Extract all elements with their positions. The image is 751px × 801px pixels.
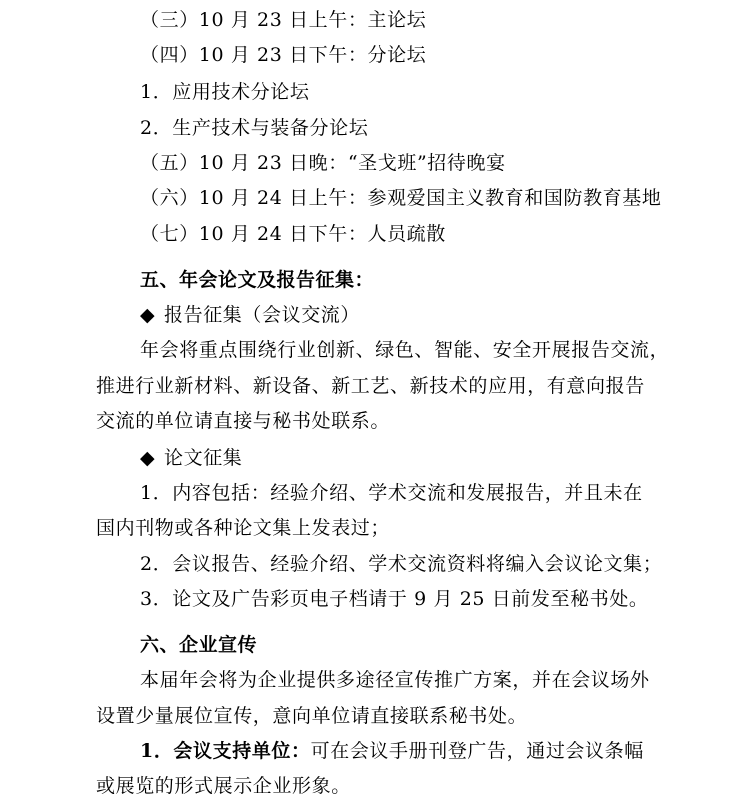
schedule-sub-1: 1．应用技术分论坛	[140, 81, 310, 103]
schedule-item-5: （五）10 月 23 日晚：“圣戈班”招待晚宴	[140, 152, 506, 174]
support-line-cont: 或展览的形式展示企业形象。	[96, 775, 351, 797]
schedule-item-4: （四）10 月 23 日下午：分论坛	[140, 44, 427, 66]
schedule-item-3: （三）10 月 23 日上午：主论坛	[140, 9, 427, 31]
paper-heading	[140, 446, 242, 470]
paper-item-1-cont: 国内刊物或各种论文集上发表过；	[96, 517, 391, 539]
support-line	[140, 739, 644, 763]
paper-item-1: 1．内容包括：经验介绍、学术交流和发展报告，并且未在	[140, 482, 643, 504]
report-heading	[140, 303, 360, 327]
schedule-item-7: （七）10 月 24 日下午：人员疏散	[140, 223, 446, 245]
section-6-para-line-1: 本届年会将为企业提供多途径宣传推广方案，并在会议场外	[140, 669, 650, 691]
schedule-item-6: （六）10 月 24 日上午：参观爱国主义教育和国防教育基地	[140, 187, 662, 209]
bullet-diamond-icon: ◆	[140, 304, 156, 326]
section-6-title: 六、企业宣传	[140, 634, 258, 656]
report-para-line-2: 推进行业新材料、新设备、新工艺、新技术的应用，有意向报告	[96, 375, 645, 397]
report-heading-text: 报告征集（会议交流）	[164, 304, 361, 326]
bullet-diamond-icon: ◆	[140, 447, 156, 469]
section-5-title: 五、年会论文及报告征集：	[140, 269, 375, 291]
paper-item-2: 2．会议报告、经验介绍、学术交流资料将编入会议论文集；	[140, 553, 663, 575]
paper-item-3: 3．论文及广告彩页电子档请于 9 月 25 日前发至秘书处。	[140, 588, 649, 610]
support-label: 1．会议支持单位：	[140, 740, 311, 762]
report-para-line-3: 交流的单位请直接与秘书处联系。	[96, 410, 391, 432]
section-6-para-line-2: 设置少量展位宣传，意向单位请直接联系秘书处。	[96, 705, 528, 727]
schedule-sub-2: 2．生产技术与装备分论坛	[140, 117, 369, 139]
support-text: 可在会议手册刊登广告，通过会议条幅	[310, 740, 644, 762]
report-para-line-1: 年会将重点围绕行业创新、绿色、智能、安全开展报告交流，	[140, 339, 670, 361]
paper-heading-text: 论文征集	[164, 447, 243, 469]
